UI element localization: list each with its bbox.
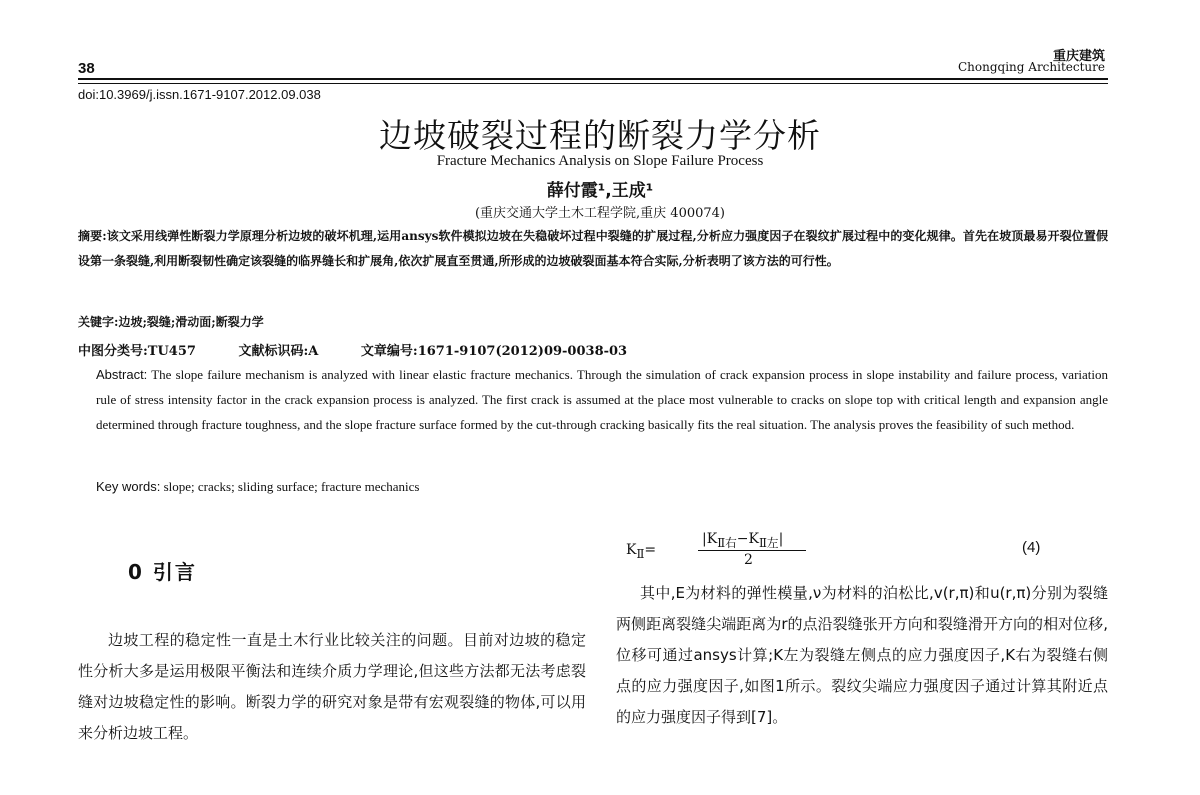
eq-num-close: | (778, 531, 784, 547)
affiliation: (重庆交通大学土木工程学院,重庆 400074) (474, 206, 726, 221)
equation-lhs-symbol: K (626, 542, 637, 558)
eq-num-sub2: Ⅱ左 (758, 535, 779, 550)
abstract-en-label: Abstract: (96, 367, 148, 382)
journal-name: 重庆建筑 (1052, 49, 1105, 64)
keywords-zh-label: 关键字: (78, 315, 119, 329)
classification-line (78, 340, 1108, 359)
eq-num-k2: −K (736, 531, 759, 547)
keywords-en-label: Key words: (96, 479, 161, 494)
doi: doi:10.3969/j.issn.1671-9107.2012.09.038 (78, 87, 321, 102)
article-title: 边坡破裂过程的断裂力学分析 (379, 116, 821, 155)
authors: 薛付霞¹,王成¹ (546, 181, 654, 201)
article-number: 文章编号:1671-9107(2012)09-0038-03 (360, 344, 628, 359)
fraction-bar (698, 550, 806, 551)
abstract-en-text: The slope failure mechanism is analyzed with linear elastic fracture mechanics. Through the simulation of crack expansion process in slope instability and failure process, variation rule of stress intensity factor in the crack expansion process is analyzed. The first crack is assumed at the place most vulnerable to cracks on slope top with critical length and expansion angle determined through fracture toughness, and the slope fracture surface formed by the cut-through cracking basically fits the real situation. The analysis proves the feasibility of such method. (96, 367, 1108, 432)
equation (626, 531, 916, 571)
header-rule-thin (78, 83, 1108, 84)
keywords-zh (78, 313, 1108, 330)
equation-number: (4) (1022, 539, 1041, 556)
document-code: 文献标识码:A (238, 344, 319, 359)
eq-num-sub1: Ⅱ右 (717, 535, 737, 550)
article-title-en: Fracture Mechanics Analysis on Slope Failure Process (436, 153, 764, 169)
eq-num-k1: |K (702, 531, 718, 547)
abstract-zh-label: 摘要: (78, 229, 107, 243)
intro-paragraph: 边坡工程的稳定性一直是土木行业比较关注的问题。目前对边坡的稳定性分析大多是运用极限平衡法和连续介质力学理论,但这些方法都无法考虑裂缝对边坡稳定性的影响。断裂力学的研究对象是带有宏观裂缝的物体,可以用来分析边坡工程。 (78, 631, 586, 742)
keywords-en-text: slope; cracks; sliding surface; fracture mechanics (163, 479, 420, 494)
clc-number: 中图分类号:TU457 (78, 344, 196, 359)
page-number: 38 (78, 60, 95, 77)
equation-numerator (702, 531, 783, 551)
section-heading: 0 引言 (128, 560, 197, 584)
journal-name-en: Chongqing Architecture (957, 60, 1105, 74)
abstract-zh-text: 该文采用线弹性断裂力学原理分析边坡的破坏机理,运用ansys软件模拟边坡在失稳破坏过程中裂缝的扩展过程,分析应力强度因子在裂纹扩展过程中的变化规律。首先在坡顶最易开裂位置假设第一条裂缝,利用断裂韧性确定该裂缝的临界缝长和扩展角,依次扩展直至贯通,所形成的边坡破裂面基本符合实际,分析表明了该方法的可行性。 (78, 229, 1108, 268)
right-column-paragraph: 其中,E为材料的弹性模量,ν为材料的泊松比,v(r,π)和u(r,π)分别为裂缝两侧距离裂缝尖端距离为r的点沿裂缝张开方向和裂缝滑开方向的相对位移,位移可通过ansys计算;K左为裂缝左侧点的应力强度因子,K右为裂缝右侧点的应力强度因子,如图1所示。裂纹尖端应力强度因子通过计算其附近点的应力强度因子得到[7]。 (616, 584, 1108, 726)
keywords-zh-text: 边坡;裂缝;滑动面;断裂力学 (118, 315, 264, 329)
equation-lhs-sub: Ⅱ (636, 546, 645, 561)
equation-lhs: $K_Ⅱ=$ (626, 542, 657, 561)
header-rule (78, 78, 1108, 80)
keywords-en (96, 479, 419, 495)
abstract-zh (78, 224, 1108, 274)
equation-denominator: 2 (744, 552, 753, 568)
abstract-en (96, 362, 1108, 437)
